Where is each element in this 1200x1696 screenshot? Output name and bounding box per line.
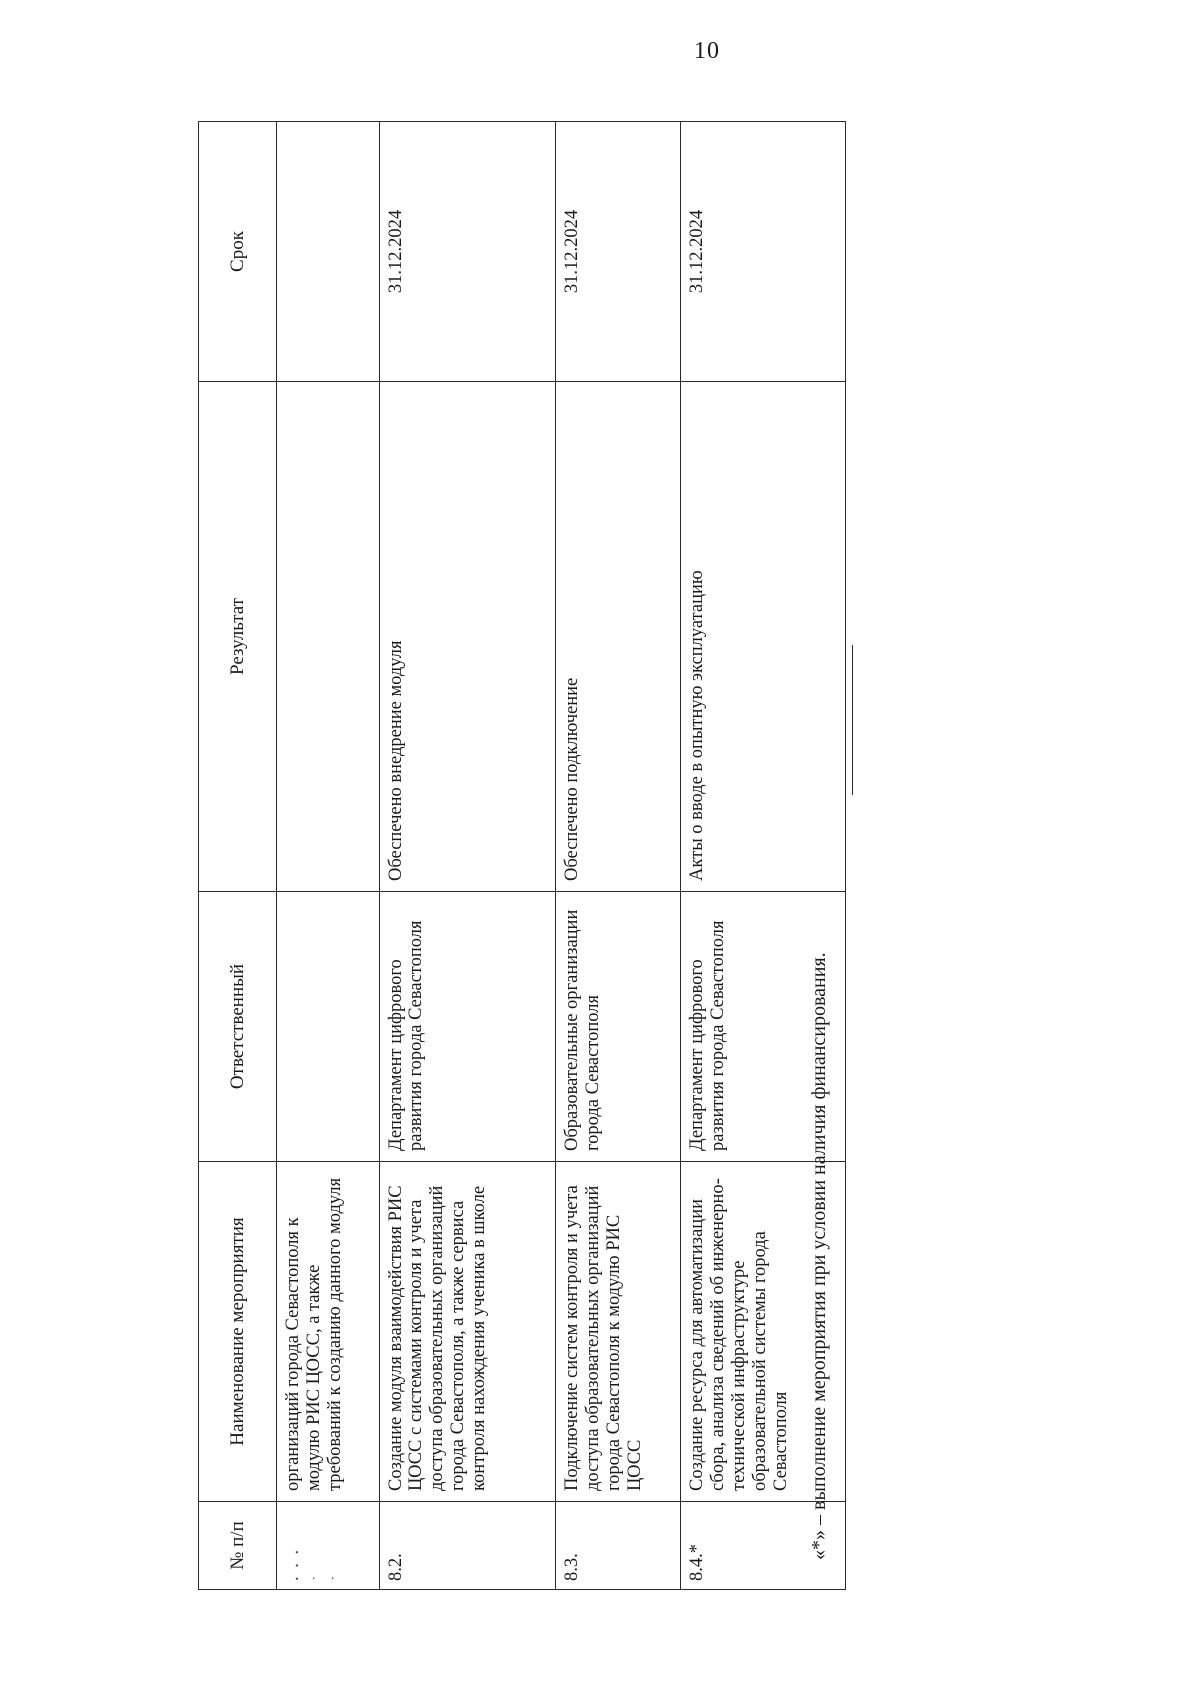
row-deadline: 31.12.2024: [681, 122, 846, 382]
row-result: [277, 382, 380, 892]
table-row: [556, 122, 681, 1590]
scan-artifact-dots: . .: [312, 1568, 341, 1583]
header-deadline: Срок: [199, 122, 277, 382]
row-num: 8.2.: [379, 1502, 556, 1590]
row-result: Обеспечено подключение: [556, 382, 681, 892]
header-result: Результат: [199, 382, 277, 892]
row-deadline: [277, 122, 380, 382]
row-result: Акты о вводе в опытную эксплуатацию: [681, 382, 846, 892]
row-num: 8.4.*: [681, 1502, 846, 1590]
row-name: Подключение систем контроля и учета доступа образовательных организаций города Севастополя к модулю РИС ЦОСС: [556, 1162, 681, 1502]
page-number: 10: [694, 38, 720, 64]
row-num: 8.3.: [556, 1502, 681, 1590]
row-deadline: 31.12.2024: [379, 122, 556, 382]
activity-plan-table: [198, 121, 846, 1590]
row-responsible: Департамент цифрового развития города Севастополя: [681, 892, 846, 1162]
row-name: Создание модуля взаимодействия РИС ЦОСС с системами контроля и учета доступа образовательных организаций города Севастополя, а также сервиса контроля нахождения ученика в школе: [379, 1162, 556, 1502]
row-responsible: [277, 892, 380, 1162]
table-row: [379, 122, 556, 1590]
row-responsible: Образовательные организации города Севастополя: [556, 892, 681, 1162]
row-result: Обеспечено внедрение модуля: [379, 382, 556, 892]
row-deadline: 31.12.2024: [556, 122, 681, 382]
separator-line: [852, 645, 853, 795]
row-name: организаций города Севастополя к модулю РИС ЦОСС, а также требований к созданию данного модуля: [277, 1162, 380, 1502]
table-header-row: [199, 122, 277, 1590]
rotated-page-content: [198, 122, 852, 1590]
footnote: «*» – выполнение мероприятия при условии наличия финансирования.: [808, 952, 830, 1560]
row-num: . . .: [277, 1502, 380, 1590]
row-name: Создание ресурса для автоматизации сбора, анализа сведений об инженерно-технической инфраструктуре образовательной системы города Севастополя: [681, 1162, 846, 1502]
header-num: № п/п: [199, 1502, 277, 1590]
header-responsible: Ответственный: [199, 892, 277, 1162]
header-name: Наименование мероприятия: [199, 1162, 277, 1502]
table-row: [277, 122, 380, 1590]
row-responsible: Департамент цифрового развития города Севастополя: [379, 892, 556, 1162]
